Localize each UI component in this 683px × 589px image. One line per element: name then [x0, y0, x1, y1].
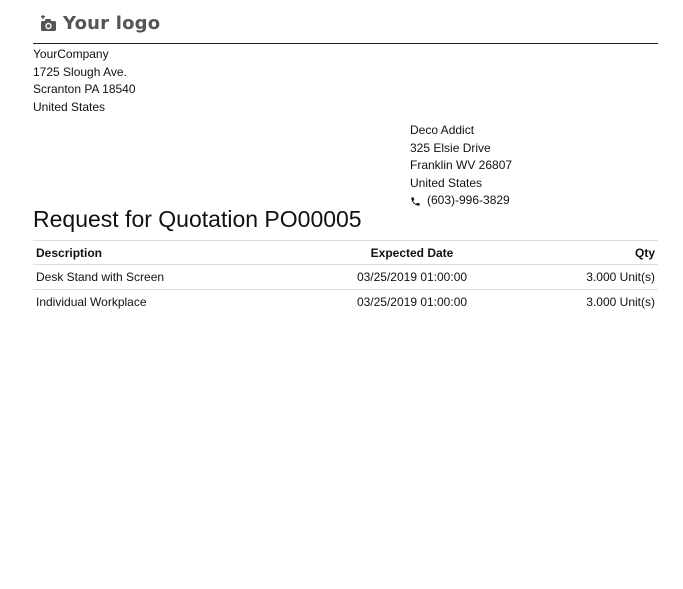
company-logo	[40, 13, 160, 34]
line-description: Individual Workplace	[33, 290, 309, 315]
logo-text: Your logo	[63, 13, 161, 34]
company-country: United States	[33, 99, 106, 114]
column-header-qty: Qty	[515, 241, 658, 265]
camera-icon	[40, 15, 58, 33]
document-title: Request for Quotation PO00005	[33, 206, 362, 232]
order-lines-table	[33, 240, 658, 314]
company-city: Scranton PA 18540	[33, 82, 136, 96]
line-description: Desk Stand with Screen	[33, 265, 309, 290]
phone-icon	[410, 195, 421, 206]
column-header-expected-date: Expected Date	[309, 241, 515, 265]
table-header-row	[33, 241, 658, 265]
table-row	[33, 265, 658, 290]
vendor-name: Deco Addict	[410, 123, 475, 137]
report-header	[33, 8, 658, 44]
vendor-city: Franklin WV 26807	[410, 158, 513, 172]
line-expected-date: 03/25/2019 01:00:00	[309, 265, 515, 290]
vendor-street: 325 Elsie Drive	[410, 140, 491, 155]
vendor-country: United States	[410, 175, 483, 190]
line-qty: 3.000 Unit(s)	[515, 290, 658, 315]
vendor-phone-row	[410, 192, 512, 210]
line-qty: 3.000 Unit(s)	[515, 265, 658, 290]
company-street: 1725 Slough Ave.	[33, 64, 127, 79]
line-expected-date: 03/25/2019 01:00:00	[309, 290, 515, 315]
column-header-description: Description	[33, 241, 309, 265]
vendor-phone: (603)-996-3829	[427, 193, 510, 207]
company-name: YourCompany	[33, 47, 109, 61]
company-address	[33, 46, 136, 116]
vendor-address	[410, 122, 512, 210]
table-row	[33, 290, 658, 315]
